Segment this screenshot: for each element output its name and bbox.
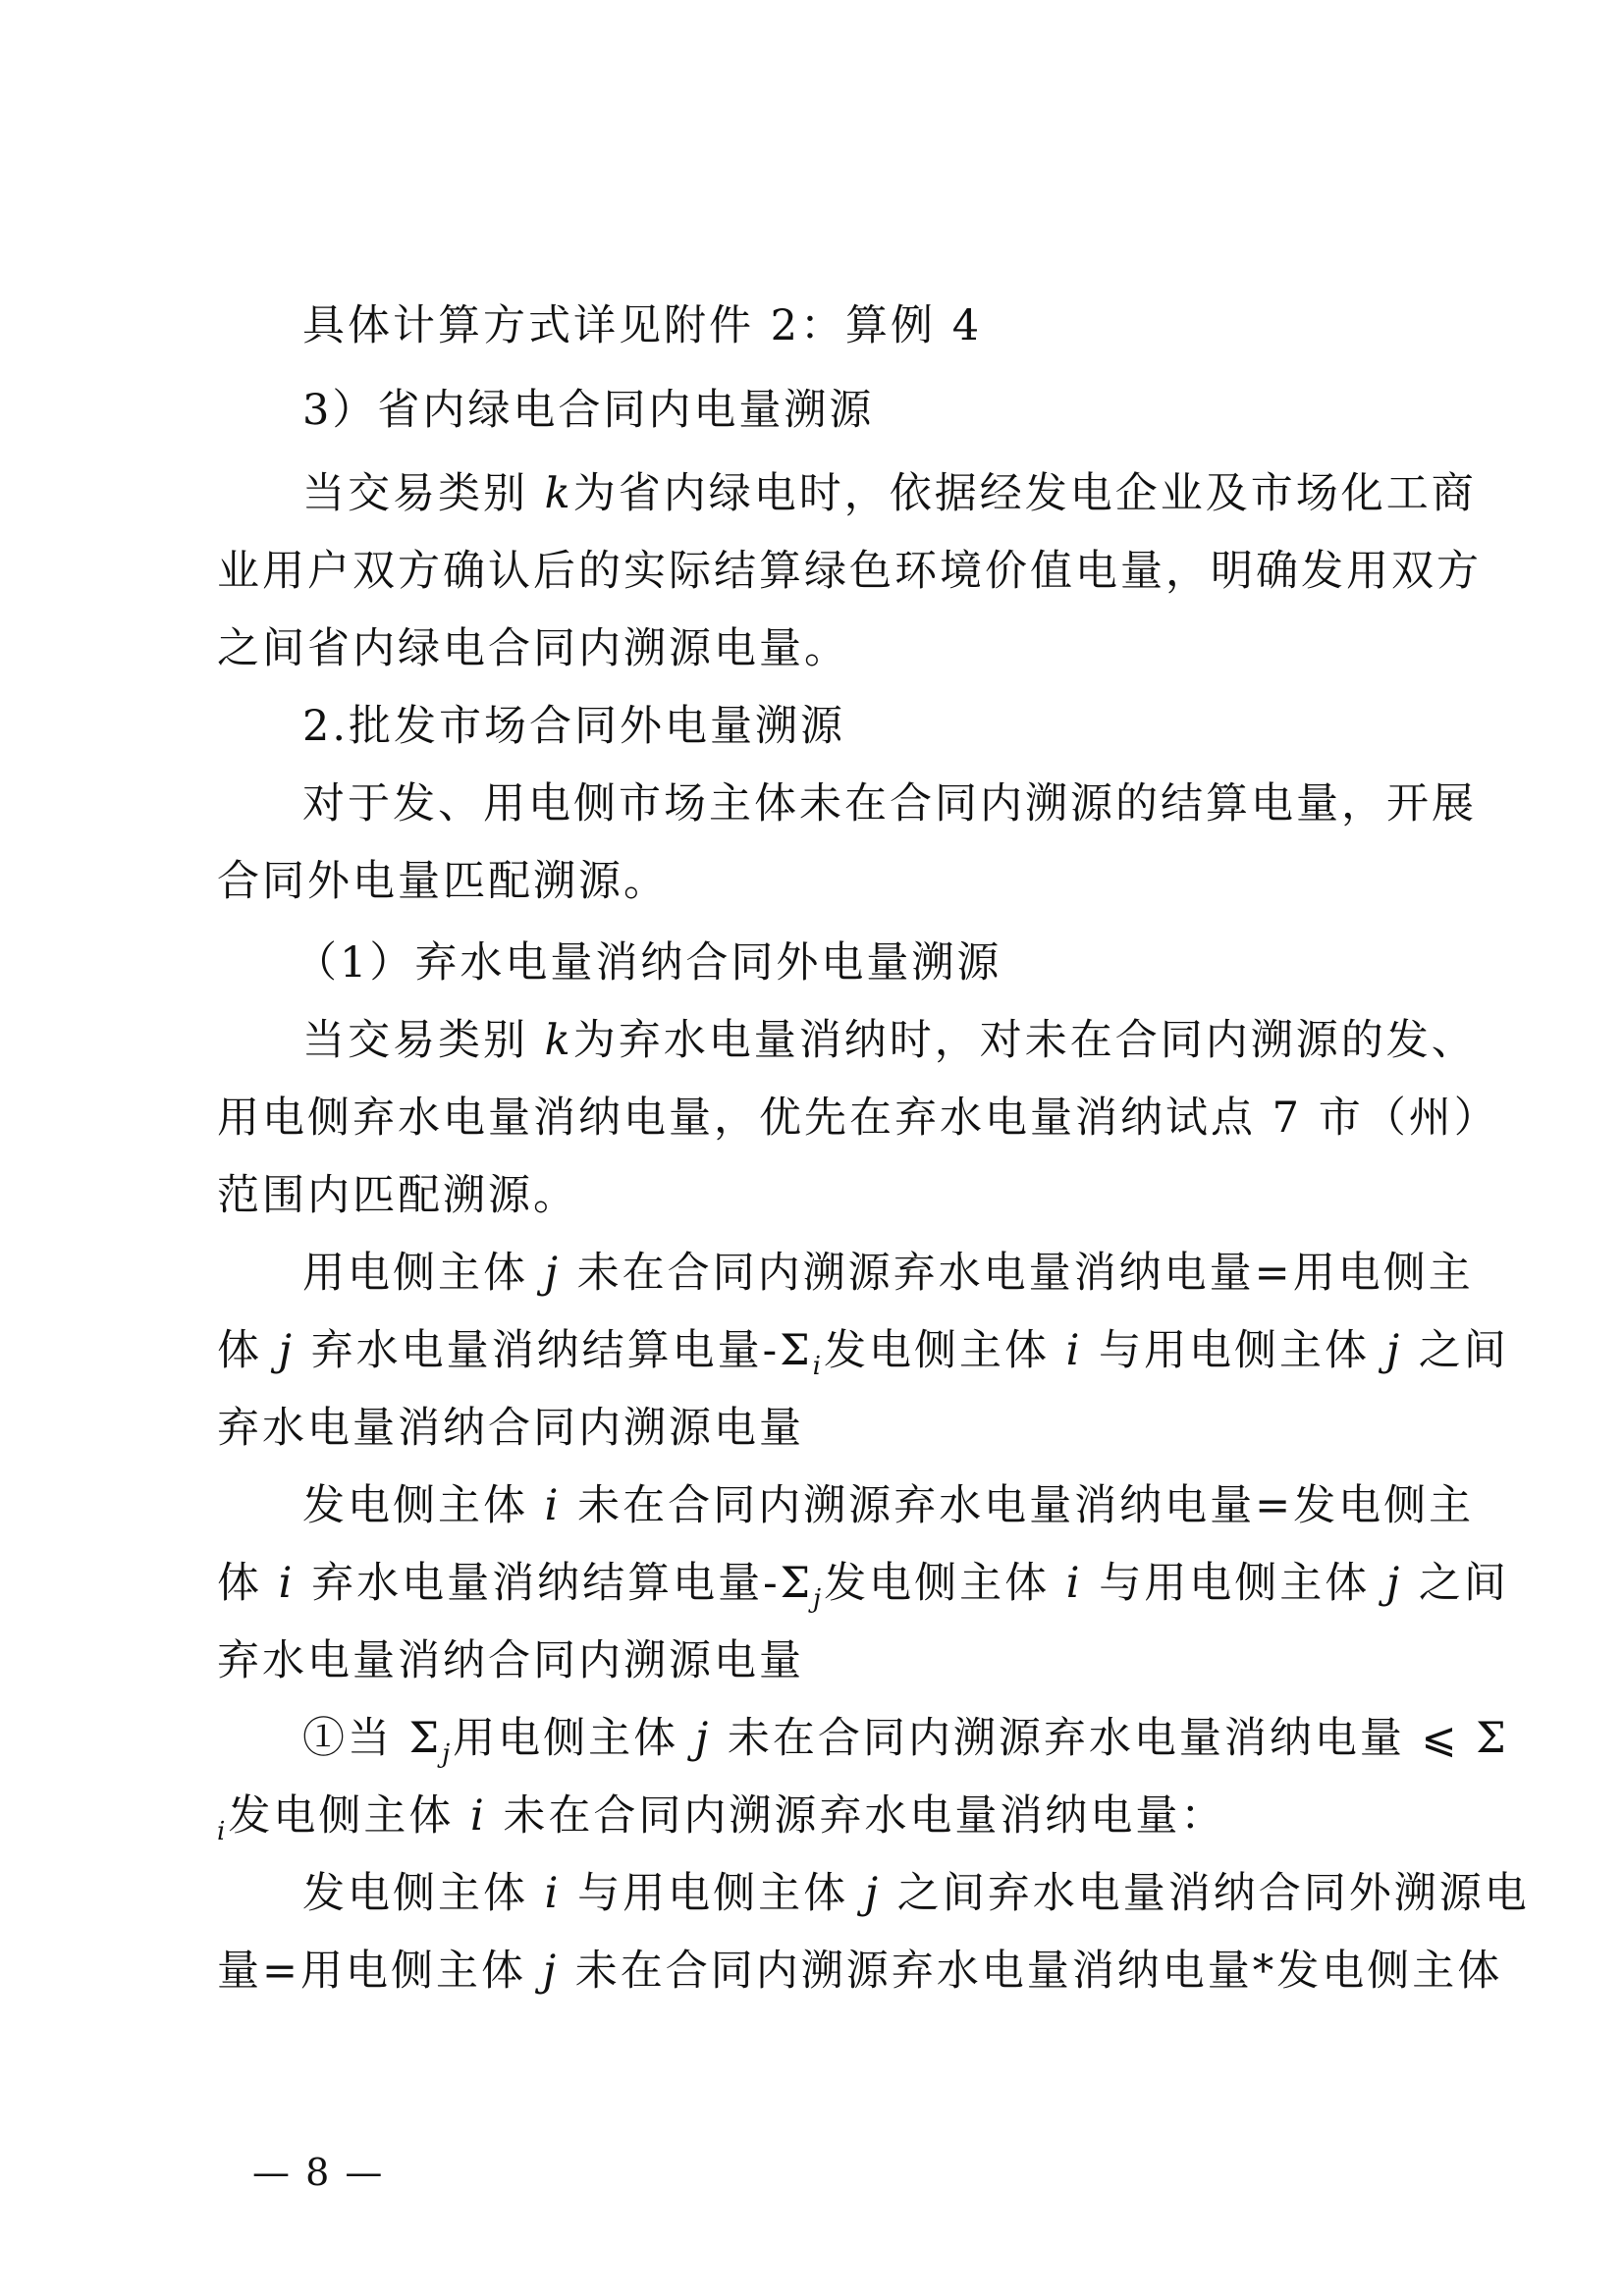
text-line bbox=[302, 774, 1520, 833]
text-span: 未在合同内溯源弃水电量消纳电量*发电侧主体 bbox=[559, 1947, 1503, 1996]
text-line bbox=[217, 1089, 1499, 1148]
text-line bbox=[302, 296, 1520, 355]
text-span: 为省内绿电时，依据经发电企业及市场化工商 bbox=[572, 469, 1477, 518]
formula-line bbox=[217, 1631, 1435, 1690]
page-number: — 8 — bbox=[252, 2151, 385, 2194]
text-span: 发电侧主体 bbox=[302, 1481, 545, 1530]
sum-subscript: i bbox=[812, 1352, 824, 1381]
text-span: 之间 bbox=[1402, 1326, 1509, 1375]
math-variable-i: i bbox=[544, 1869, 562, 1918]
math-variable-j: j bbox=[1385, 1559, 1403, 1608]
formula-line bbox=[302, 1864, 1530, 1923]
text-span: 用电侧弃水电量消纳电量，优先在弃水电量消纳试点 7 市（州） bbox=[217, 1094, 1499, 1143]
math-variable-i: i bbox=[1065, 1326, 1083, 1375]
formula-line bbox=[302, 1476, 1520, 1535]
math-variable-i: i bbox=[470, 1791, 487, 1841]
text-span: 体 bbox=[217, 1326, 279, 1375]
text-span: 未在合同内溯源弃水电量消纳电量 ⩽ Σ bbox=[711, 1714, 1509, 1763]
math-variable-k: k bbox=[544, 1016, 573, 1065]
text-span: 合同外电量匹配溯源。 bbox=[217, 857, 669, 906]
sum-subscript: i bbox=[217, 1817, 229, 1846]
text-line bbox=[217, 1166, 1435, 1225]
text-span: 2.批发市场合同外电量溯源 bbox=[302, 702, 846, 751]
text-span: 未在合同内溯源弃水电量消纳电量=发电侧主 bbox=[561, 1481, 1475, 1530]
sum-subscript: j bbox=[813, 1584, 825, 1614]
text-span: ①当 Σ bbox=[302, 1714, 443, 1763]
formula-line bbox=[217, 1554, 1509, 1614]
math-variable-j: j bbox=[278, 1326, 296, 1375]
math-variable-i: i bbox=[1065, 1559, 1083, 1608]
math-variable-i: i bbox=[278, 1559, 296, 1608]
text-span: 与用电侧主体 bbox=[561, 1869, 865, 1918]
text-span: 量=用电侧主体 bbox=[217, 1947, 543, 1996]
text-span: 之间弃水电量消纳合同外溯源电 bbox=[881, 1869, 1530, 1918]
text-span: 对于发、用电侧市场主体未在合同内溯源的结算电量，开展 bbox=[302, 779, 1477, 828]
text-span: 之间 bbox=[1402, 1559, 1509, 1608]
text-span: 未在合同内溯源弃水电量消纳电量： bbox=[486, 1791, 1226, 1841]
text-span: 弃水电量消纳合同内溯源电量 bbox=[217, 1636, 804, 1685]
text-span: 业用户双方确认后的实际结算绿色环境价值电量，明确发用双方 bbox=[217, 547, 1482, 596]
condition-line bbox=[302, 1709, 1520, 1768]
text-span: 发电侧主体 bbox=[302, 1869, 545, 1918]
text-span: 为弃水电量消纳时，对未在合同内溯源的发、 bbox=[572, 1016, 1477, 1065]
text-line bbox=[302, 464, 1520, 523]
math-variable-i: i bbox=[544, 1481, 562, 1530]
text-span: 与用电侧主体 bbox=[1082, 1559, 1386, 1608]
math-variable-j: j bbox=[864, 1869, 882, 1918]
section-heading bbox=[295, 934, 1512, 992]
math-variable-j: j bbox=[544, 1249, 562, 1298]
text-span: 未在合同内溯源弃水电量消纳电量=用电侧主 bbox=[561, 1249, 1474, 1298]
text-span: 发电侧主体 bbox=[228, 1791, 470, 1841]
text-span: 发电侧主体 bbox=[824, 1559, 1066, 1608]
text-span: 3）省内绿电合同内电量溯源 bbox=[302, 386, 875, 435]
math-variable-j: j bbox=[694, 1714, 712, 1763]
sum-subscript: j bbox=[442, 1739, 454, 1769]
text-span: 弃水电量消纳合同内溯源电量 bbox=[217, 1404, 804, 1453]
formula-line bbox=[217, 1399, 1435, 1458]
text-span: 范围内匹配溯源。 bbox=[217, 1171, 578, 1220]
text-span: （1）弃水电量消纳合同外电量溯源 bbox=[295, 938, 1002, 988]
text-span: 弃水电量消纳结算电量-Σ bbox=[295, 1326, 813, 1375]
text-line bbox=[217, 852, 1435, 911]
section-heading bbox=[302, 697, 1520, 756]
condition-line bbox=[217, 1787, 1435, 1845]
formula-line bbox=[217, 1321, 1509, 1381]
math-variable-j: j bbox=[1385, 1326, 1403, 1375]
text-span: 用电侧主体 bbox=[302, 1249, 545, 1298]
math-variable-k: k bbox=[544, 469, 573, 518]
text-line bbox=[302, 1011, 1520, 1070]
text-span: 具体计算方式详见附件 2：算例 4 bbox=[302, 301, 983, 350]
section-heading bbox=[302, 381, 1520, 440]
text-span: 用电侧主体 bbox=[453, 1714, 695, 1763]
formula-line bbox=[217, 1942, 1503, 2001]
text-line bbox=[217, 619, 1435, 678]
text-span: 之间省内绿电合同内溯源电量。 bbox=[217, 624, 849, 673]
text-span: 当交易类别 bbox=[302, 1016, 545, 1065]
text-span: 弃水电量消纳结算电量-Σ bbox=[295, 1559, 814, 1608]
text-span: 当交易类别 bbox=[302, 469, 545, 518]
text-span: 体 bbox=[217, 1559, 279, 1608]
text-span: 与用电侧主体 bbox=[1082, 1326, 1386, 1375]
text-span: 发电侧主体 bbox=[823, 1326, 1066, 1375]
text-line bbox=[217, 542, 1482, 601]
formula-line bbox=[302, 1244, 1520, 1303]
math-variable-j: j bbox=[542, 1947, 560, 1996]
